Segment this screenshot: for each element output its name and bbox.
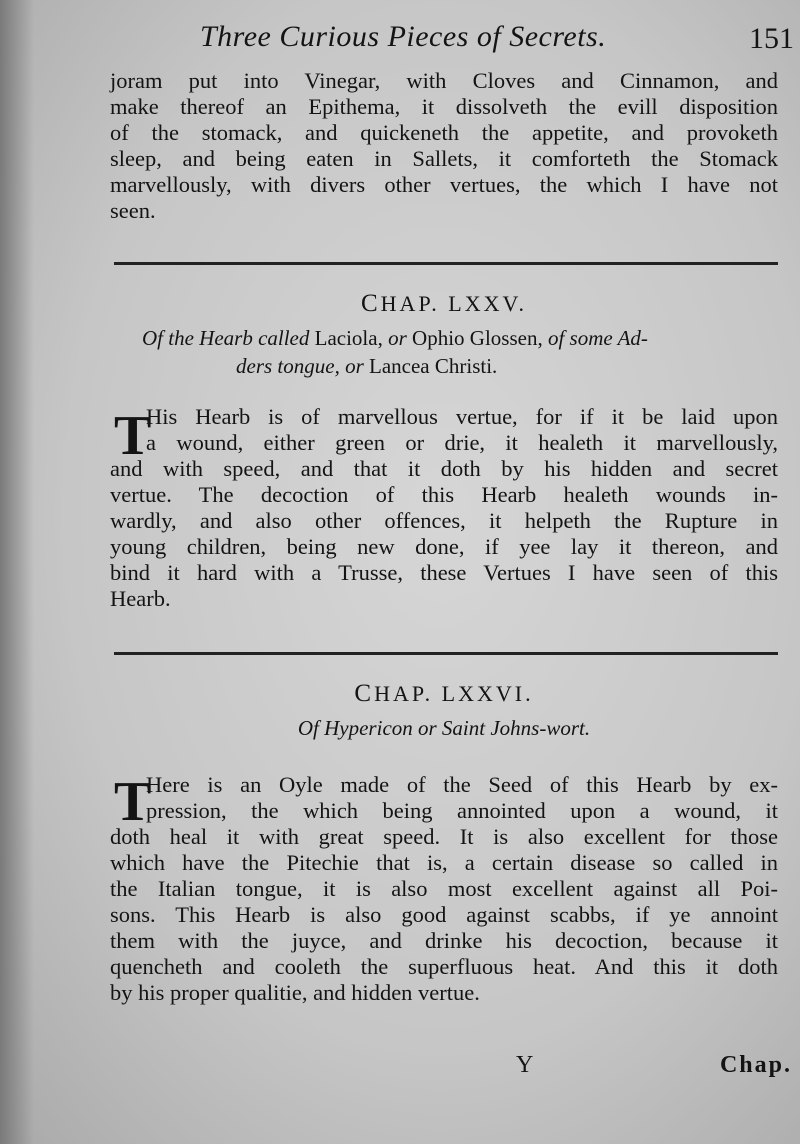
body-line: doth heal it with great speed. It is also excellent for those [110,824,778,849]
chapter-title-text: Of the Hearb called [142,326,315,350]
binding-shadow [0,0,34,1144]
body-line: Here is an Oyle made of the Seed of this Hearb by ex- [146,772,778,797]
body-line: the Italian tongue, it is also most excellent against all Poi- [110,876,778,901]
chapter-heading [110,290,778,318]
drop-cap: T [114,771,152,833]
body-line: pression, the which being annointed upon a wound, it [146,798,778,823]
chapter-heading-initial: C [360,290,381,317]
chapter-title-text: or [382,326,413,350]
chapter-title-text: or [339,354,370,378]
chapter-title-text: Ophio Glossen, [412,326,543,350]
body-line: and with speed, and that it doth by his hidden and secret [110,456,778,481]
continuation-line: marvellously, with divers other vertues, the which I have not [110,172,778,197]
chapter-number: LXXVI. [441,681,534,706]
chapter-title-line-1 [142,326,782,351]
chapter-heading-word: HAP. [380,291,440,316]
continuation-line: sleep, and being eaten in Sallets, it comforteth the Stomack [110,146,778,171]
chapter-heading [110,680,778,708]
chapter-title-text: Laciola, [314,326,383,350]
body-line: quencheth and cooleth the superfluous heat. And this it doth [110,954,778,979]
section-rule [114,262,778,265]
continuation-line: of the stomack, and quickeneth the appetite, and provoketh [110,120,778,145]
chapter-title-line-2 [236,354,736,379]
body-line: them with the juyce, and drinke his decoction, because it [110,928,778,953]
continuation-line: joram put into Vinegar, with Cloves and Cinnamon, and [110,68,778,93]
body-line: which have the Pitechie that is, a certain disease so called in [110,850,778,875]
continuation-line: make thereof an Epithema, it dissolveth the evill disposition [110,94,778,119]
body-line: wardly, and also other offences, it helpeth the Rupture in [110,508,778,533]
body-line: vertue. The decoction of this Hearb healeth wounds in- [110,482,778,507]
body-line: young children, being new done, if yee lay it thereon, and [110,534,778,559]
body-line: a wound, either green or drie, it healeth it marvellously, [146,430,778,455]
chapter-heading-word: HAP. [374,681,434,706]
running-title: Three Curious Pieces of Secrets. [200,20,607,53]
continuation-line: seen. [110,198,156,223]
body-line: bind it hard with a Trusse, these Vertues I have seen of this [110,560,778,585]
chapter-title: Of Hypericon or Saint Johns-wort. [297,716,591,740]
section-rule [114,652,778,655]
chapter-title-text: Lancea Christi. [369,354,498,378]
body-line: sons. This Hearb is also good against scabbs, if ye annoint [110,902,778,927]
drop-cap: T [114,405,152,467]
page-number: 151 [749,22,794,55]
chapter-heading-initial: C [354,680,375,707]
body-line: by his proper qualitie, and hidden vertue. [110,980,480,1005]
chapter-number: LXXV. [448,291,528,316]
chapter-title-text: ders tongue, [236,354,340,378]
body-line: His Hearb is of marvellous vertue, for if it be laid upon [146,404,778,429]
chapter-title-text: of some Ad- [542,326,648,350]
signature-mark: Y [516,1052,534,1078]
body-line: Hearb. [110,586,171,611]
catchword: Chap. [719,1052,792,1078]
